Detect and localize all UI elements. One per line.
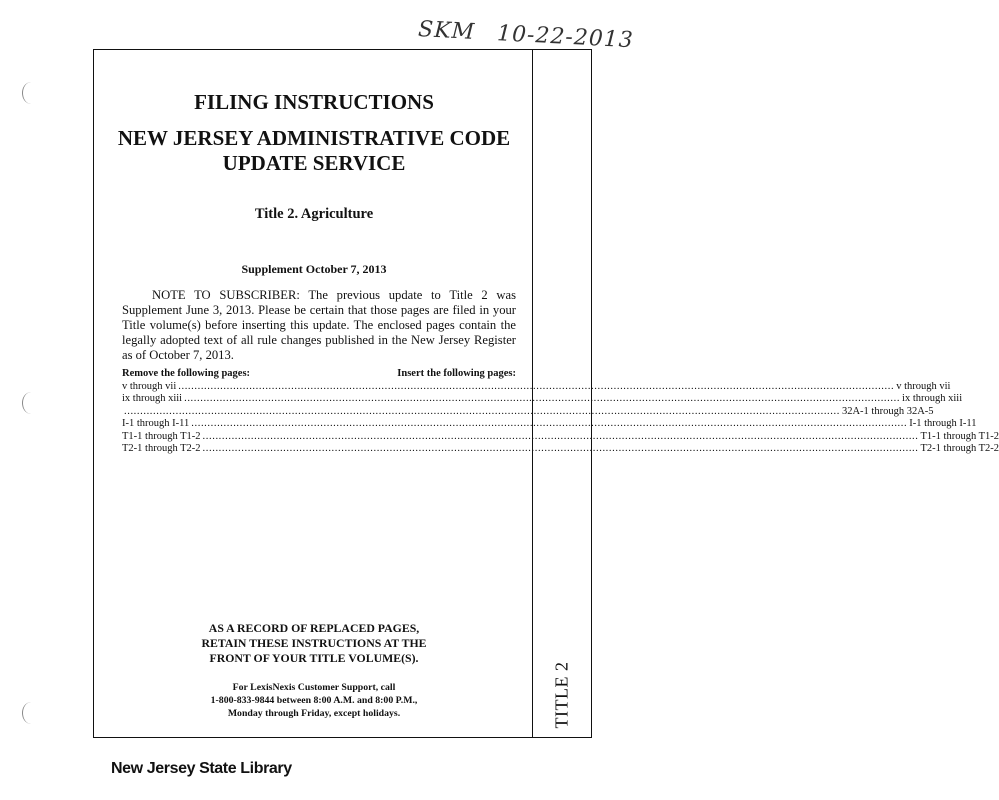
- code-heading-line2: UPDATE SERVICE: [222, 151, 406, 175]
- insert-cell: v through vii: [896, 380, 951, 392]
- insert-header: Insert the following pages:: [397, 368, 516, 379]
- remove-header: Remove the following pages:: [122, 368, 251, 379]
- table-row: [122, 405, 934, 419]
- dot-leader: [124, 406, 840, 419]
- remove-cell: T2-1 through T2-2: [122, 443, 201, 454]
- record-line1: AS A RECORD OF REPLACED PAGES,: [208, 621, 420, 635]
- punch-hole-bottom: [22, 702, 40, 724]
- insert-cell: T2-1 through T2-2: [920, 443, 999, 454]
- dot-leader: [203, 443, 919, 456]
- dot-leader: [191, 418, 907, 431]
- remove-cell: I-1 through I-11: [122, 418, 190, 429]
- record-line3: FRONT OF YOUR TITLE VOLUME(S).: [209, 651, 419, 665]
- dot-leader: [178, 381, 894, 394]
- code-heading: [94, 126, 534, 176]
- support-line1: For LexisNexis Customer Support, call: [232, 682, 396, 693]
- handwritten-date: 10-22-2013: [496, 21, 635, 54]
- library-footer: New Jersey State Library: [111, 760, 292, 777]
- remove-cell: ix through xiii: [122, 393, 183, 404]
- remove-cell: T1-1 through T1-2: [122, 430, 201, 442]
- table-row: [122, 443, 999, 456]
- insert-cell: T1-1 through T1-2: [920, 430, 999, 442]
- insert-cell: ix through xiii: [902, 393, 963, 404]
- document-frame: [93, 49, 999, 738]
- punch-hole-middle: [22, 392, 40, 414]
- insert-cell: 32A-1 through 32A-5: [841, 405, 934, 417]
- punch-hole-top: [22, 82, 40, 104]
- title-tab-label: TITLE 2: [551, 661, 572, 729]
- dot-leader: [184, 393, 900, 406]
- customer-support: [94, 681, 534, 720]
- support-line2: 1-800-833-9844 between 8:00 A.M. and 8:00 P.M.,: [210, 695, 418, 706]
- code-heading-line1: NEW JERSEY ADMINISTRATIVE CODE: [117, 126, 511, 150]
- record-notice: [94, 621, 534, 666]
- table-row: [122, 393, 963, 406]
- support-line3: Monday through Friday, except holidays.: [227, 708, 401, 719]
- pages-table: [122, 368, 999, 456]
- insert-cell: I-1 through I-11: [909, 418, 977, 429]
- table-row: [122, 430, 999, 444]
- table-row: [122, 380, 951, 394]
- handwritten-initials: SKM: [417, 17, 476, 45]
- subscriber-note: NOTE TO SUBSCRIBER: The previous update to Title 2 was Supplement June 3, 2013. Please be certain that those pages are filed in your Title volume(s) before inserting this update. The enclosed pages contain the legally adopted text of all rule changes published in the New Jersey Register as of October 7, 2013.: [122, 288, 516, 362]
- pages-table-header: [122, 368, 516, 381]
- dot-leader: [203, 431, 919, 444]
- title-name: Title 2. Agriculture: [254, 206, 374, 222]
- handwritten-annotation: [417, 17, 635, 54]
- table-row: [122, 418, 977, 431]
- record-line2: RETAIN THESE INSTRUCTIONS AT THE: [201, 636, 427, 650]
- remove-cell: v through vii: [122, 380, 177, 392]
- page-title: FILING INSTRUCTIONS: [194, 90, 434, 114]
- supplement-date: Supplement October 7, 2013: [241, 262, 387, 276]
